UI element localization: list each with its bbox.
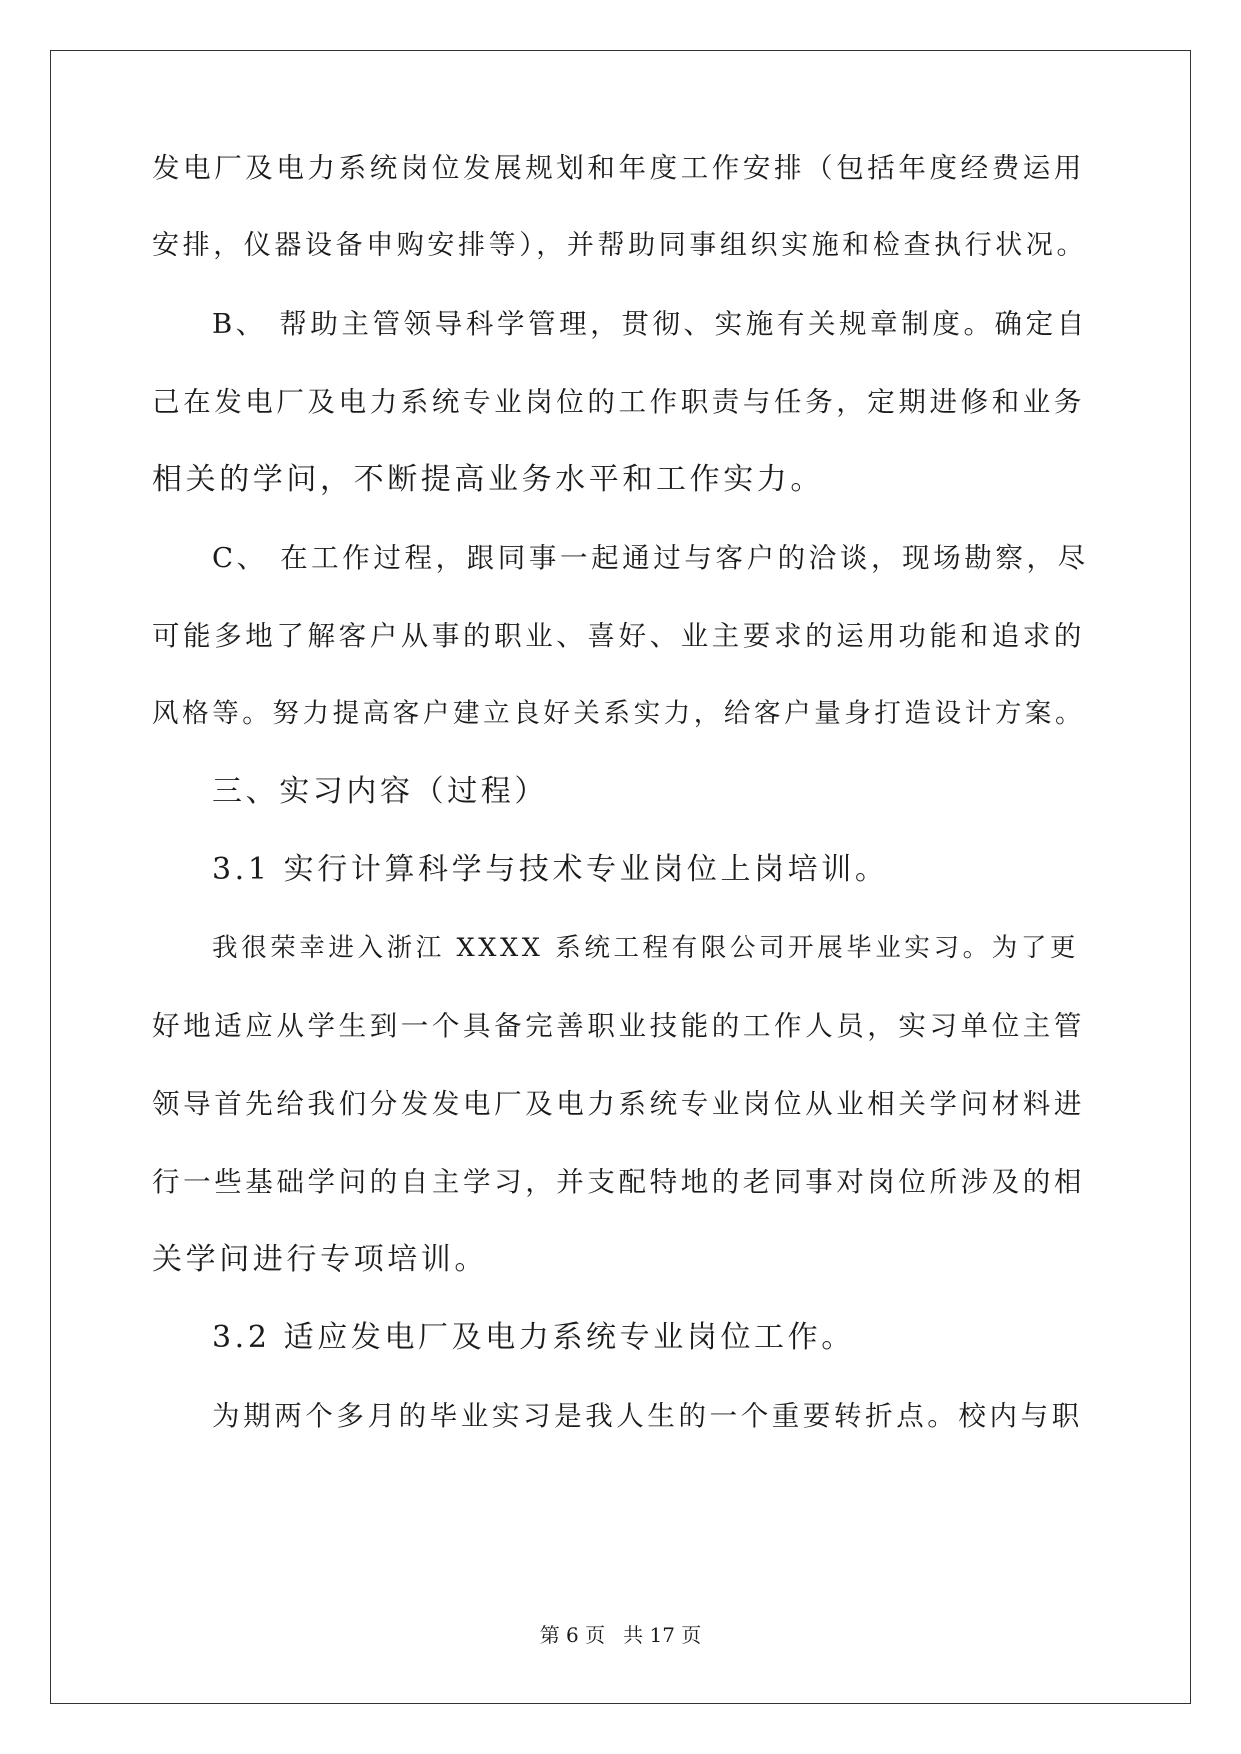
- body-line-13: 领导首先给我们分发发电厂及电力系统专业岗位从业相关学问材料进: [152, 1088, 1085, 1120]
- page-number: 第 6 页: [539, 1623, 606, 1647]
- body-line-5: 相关的学问，不断提高业务水平和工作实力。: [152, 462, 824, 497]
- page-footer: [0, 1622, 1241, 1648]
- section-heading: 三、实习内容（过程）: [212, 774, 548, 809]
- page-total: 共 17 页: [623, 1623, 702, 1647]
- body-line-3: B、 帮助主管领导科学管理，贯彻、实施有关规章制度。确定自: [212, 308, 1088, 340]
- body-line-2: 安排，仪器设备申购安排等），并帮助同事组织实施和检查执行状况。: [152, 230, 1088, 261]
- body-line-11: 我很荣幸进入浙江 XXXX 系统工程有限公司开展毕业实习。为了更: [212, 933, 1080, 963]
- body-line-7: 可能多地了解客户从事的职业、喜好、业主要求的运用功能和追求的: [152, 620, 1085, 652]
- body-line-17: 为期两个多月的毕业实习是我人生的一个重要转折点。校内与职: [212, 1400, 1083, 1432]
- body-line-6: C、 在工作过程，跟同事一起通过与客户的洽谈，现场勘察，尽: [212, 542, 1089, 574]
- body-line-4: 己在发电厂及电力系统专业岗位的工作职责与任务，定期进修和业务: [152, 386, 1085, 418]
- body-line-15: 关学问进行专项培训。: [152, 1242, 488, 1277]
- body-line-1: 发电厂及电力系统岗位发展规划和年度工作安排（包括年度经费运用: [152, 152, 1085, 184]
- body-line-12: 好地适应从学生到一个具备完善职业技能的工作人员，实习单位主管: [152, 1010, 1085, 1042]
- subsection-heading-3-1: 3.1 实行计算科学与技术专业岗位上岗培训。: [212, 852, 889, 887]
- body-line-8: 风格等。努力提高客户建立良好关系实力，给客户量身打造设计方案。: [152, 698, 1086, 729]
- subsection-heading-3-2: 3.2 适应发电厂及电力系统专业岗位工作。: [212, 1320, 855, 1355]
- body-line-14: 行一些基础学问的自主学习，并支配特地的老同事对岗位所涉及的相: [152, 1166, 1085, 1198]
